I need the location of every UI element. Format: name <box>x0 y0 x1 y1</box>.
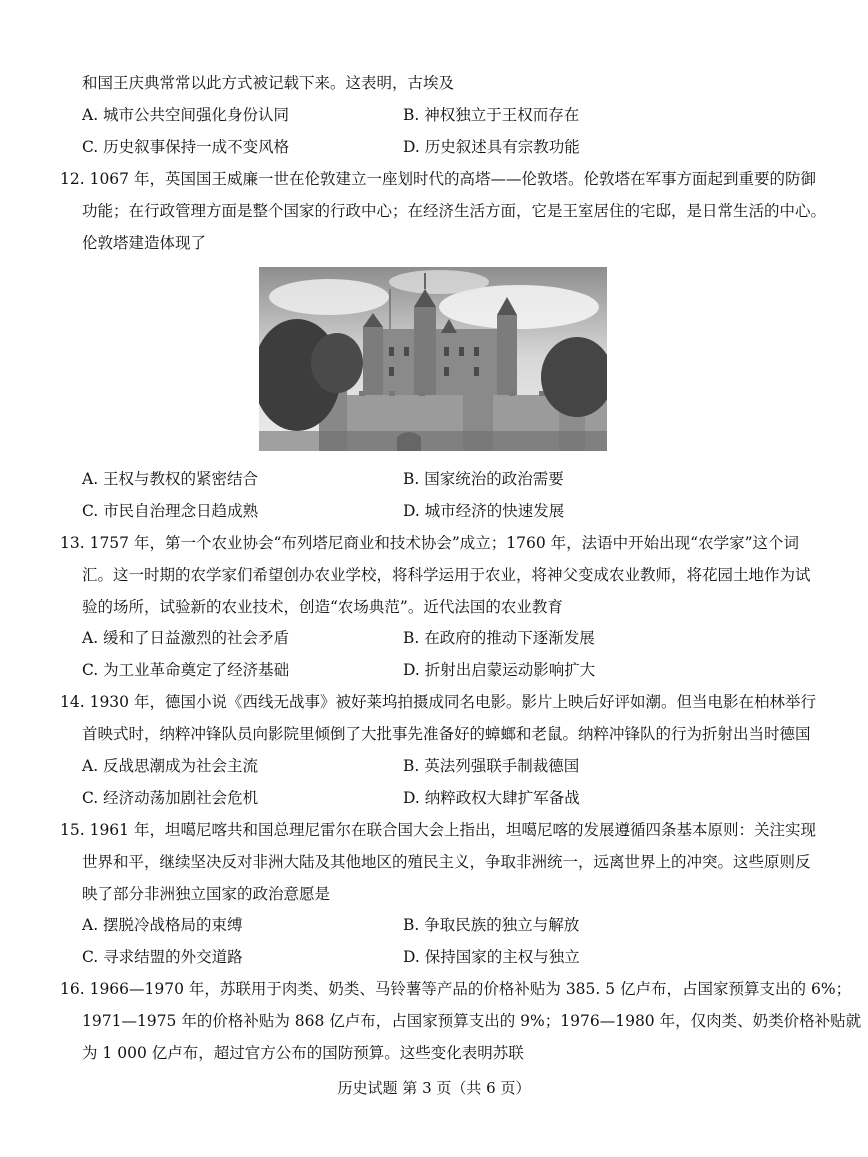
q14-stem-line-2: 首映式时，纳粹冲锋队员向影院里倾倒了大批事先准备好的蟑螂和老鼠。纳粹冲锋队的行为折射出当时德国 <box>82 725 811 743</box>
q12-option-d: D. 城市经济的快速发展 <box>403 502 565 520</box>
tower-of-london-photo <box>259 267 607 451</box>
q12-option-b: B. 国家统治的政治需要 <box>403 470 564 488</box>
q13-stem-line-2: 汇。这一时期的农学家们希望创办农业学校，将科学运用于农业，将神父变成农业教师，将花园土地作为试 <box>82 566 811 584</box>
q11-option-a: A. 城市公共空间强化身份认同 <box>82 106 290 124</box>
q14-option-b: B. 英法列强联手制裁德国 <box>403 757 580 775</box>
q16-stem-line-3: 为 1 000 亿卢布，超过官方公布的国防预算。这些变化表明苏联 <box>82 1044 524 1062</box>
q15-stem-line-1: 15. 1961 年，坦噶尼喀共和国总理尼雷尔在联合国大会上指出，坦噶尼喀的发展遵循四条基本原则：关注实现 <box>60 821 816 839</box>
q12-stem-line-2: 功能；在行政管理方面是整个国家的行政中心；在经济生活方面，它是王室居住的宅邸，是日常生活的中心。 <box>82 202 827 220</box>
q11-stem-end: 和国王庆典常常以此方式被记载下来。这表明，古埃及 <box>82 74 455 92</box>
q13-option-b: B. 在政府的推动下逐渐发展 <box>403 629 595 647</box>
q14-option-d: D. 纳粹政权大肆扩军备战 <box>403 789 580 807</box>
q15-stem-line-3: 映了部分非洲独立国家的政治意愿是 <box>82 885 331 903</box>
q11-option-d: D. 历史叙述具有宗教功能 <box>403 138 580 156</box>
q11-option-c: C. 历史叙事保持一成不变风格 <box>82 138 290 156</box>
q13-option-d: D. 折射出启蒙运动影响扩大 <box>403 661 596 679</box>
q16-stem-line-1: 16. 1966—1970 年，苏联用于肉类、奶类、马铃薯等产品的价格补贴为 385. 5 亿卢布，占国家预算支出的 6%； <box>60 980 852 998</box>
q11-option-b: B. 神权独立于王权而存在 <box>403 106 580 124</box>
q12-stem-line-1: 12. 1067 年，英国国王威廉一世在伦敦建立一座划时代的高塔——伦敦塔。伦敦塔在军事方面起到重要的防御 <box>60 170 816 188</box>
q12-option-a: A. 王权与教权的紧密结合 <box>82 470 259 488</box>
q13-stem-line-1: 13. 1757 年，第一个农业协会“布列塔尼商业和技术协会”成立；1760 年，法语中开始出现“农学家”这个词 <box>60 534 800 552</box>
q15-option-a: A. 摆脱冷战格局的束缚 <box>82 916 243 934</box>
q12-option-c: C. 市民自治理念日趋成熟 <box>82 502 259 520</box>
q15-option-d: D. 保持国家的主权与独立 <box>403 948 580 966</box>
q15-option-c: C. 寻求结盟的外交道路 <box>82 948 243 966</box>
q16-stem-line-2: 1971—1975 年的价格补贴为 868 亿卢布，占国家预算支出的 9%；1976—1980 年，仅肉类、奶类价格补贴就 <box>82 1012 862 1030</box>
q14-stem-line-1: 14. 1930 年，德国小说《西线无战事》被好莱坞拍摄成同名电影。影片上映后好评如潮。但当电影在柏林举行 <box>60 693 816 711</box>
q13-stem-line-3: 验的场所，试验新的农业技术，创造“农场典范”。近代法国的农业教育 <box>82 598 563 616</box>
q13-option-c: C. 为工业革命奠定了经济基础 <box>82 661 290 679</box>
q13-option-a: A. 缓和了日益激烈的社会矛盾 <box>82 629 290 647</box>
q15-stem-line-2: 世界和平，继续坚决反对非洲大陆及其他地区的殖民主义，争取非洲统一，远离世界上的冲突。这些原则反 <box>82 853 811 871</box>
q14-option-a: A. 反战思潮成为社会主流 <box>82 757 259 775</box>
q15-option-b: B. 争取民族的独立与解放 <box>403 916 580 934</box>
page-footer: 历史试题 第 3 页（共 6 页） <box>337 1079 531 1097</box>
q14-option-c: C. 经济动荡加剧社会危机 <box>82 789 259 807</box>
q12-stem-line-3: 伦敦塔建造体现了 <box>82 234 207 252</box>
